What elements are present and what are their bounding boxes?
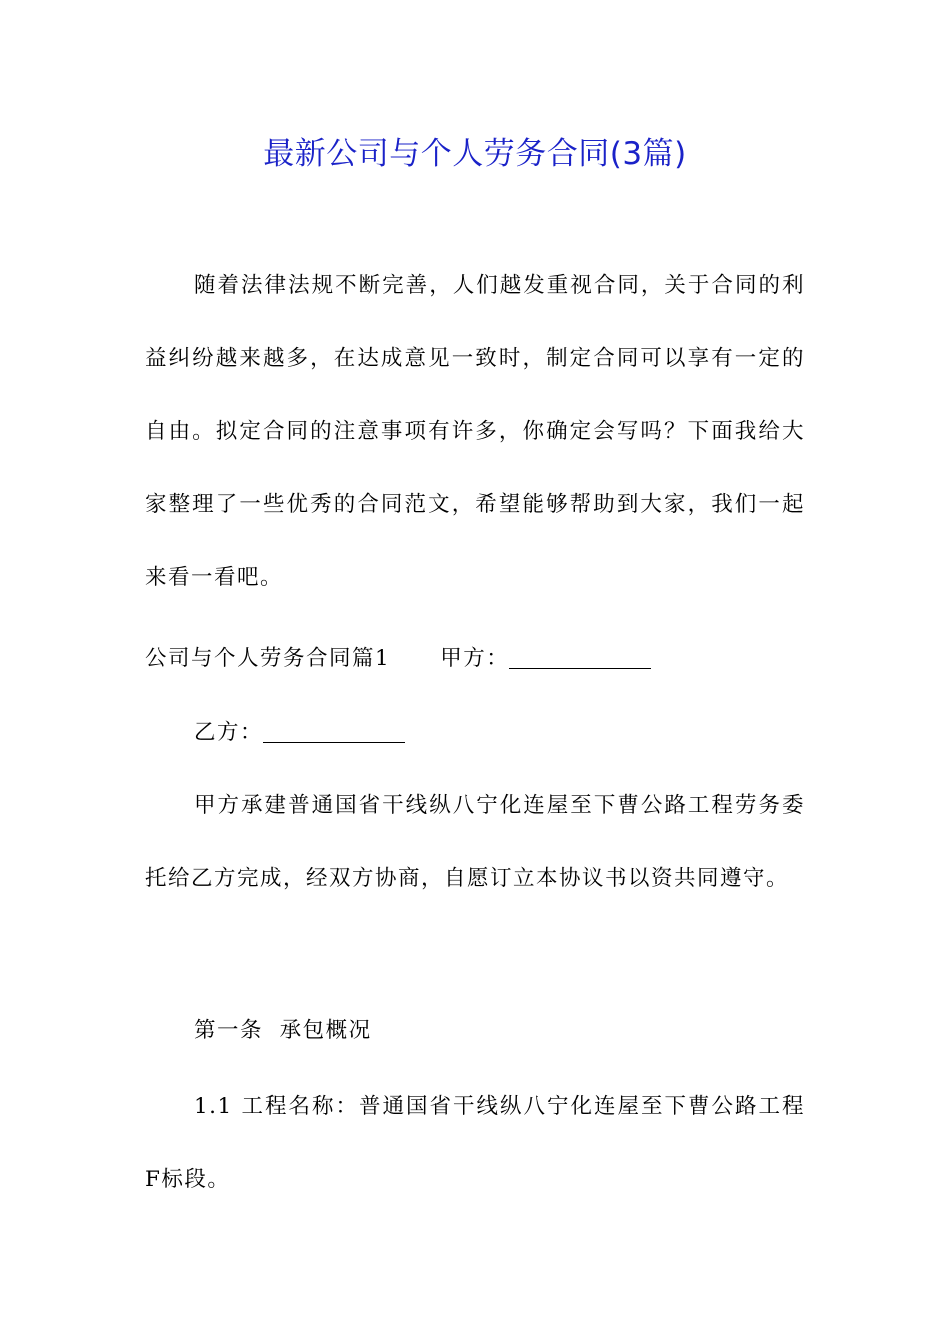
- party-a-label: 甲方：: [440, 646, 510, 671]
- section-heading: 公司与个人劳务合同篇1: [145, 646, 391, 671]
- section-heading-line: [145, 622, 805, 695]
- item-1-1-paragraph: 1.1 工程名称：普通国省干线纵八宁化连屋至下曹公路工程F标段。: [145, 1094, 805, 1192]
- party-b-label: 乙方：: [194, 720, 264, 745]
- party-a-blank: [509, 646, 651, 669]
- party-b-blank: [263, 720, 405, 743]
- party-b-line: [194, 696, 854, 769]
- delegation-paragraph: 甲方承建普通国省干线纵八宁化连屋至下曹公路工程劳务委托给乙方完成，经双方协商，自愿订立本协议书以资共同遵守。: [145, 793, 805, 891]
- article-1-heading-text: 第一条 承包概况: [194, 1018, 372, 1043]
- article-1-heading: [194, 994, 854, 1067]
- intro-paragraph: 随着法律法规不断完善，人们越发重视合同，关于合同的利益纠纷越来越多，在达成意见一致时，制定合同可以享有一定的自由。拟定合同的注意事项有许多，你确定会写吗？下面我给大家整理了一些优秀的合同范文，希望能够帮助到大家，我们一起来看一看吧。: [145, 273, 805, 590]
- document-title: 最新公司与个人劳务合同(3篇): [263, 136, 687, 172]
